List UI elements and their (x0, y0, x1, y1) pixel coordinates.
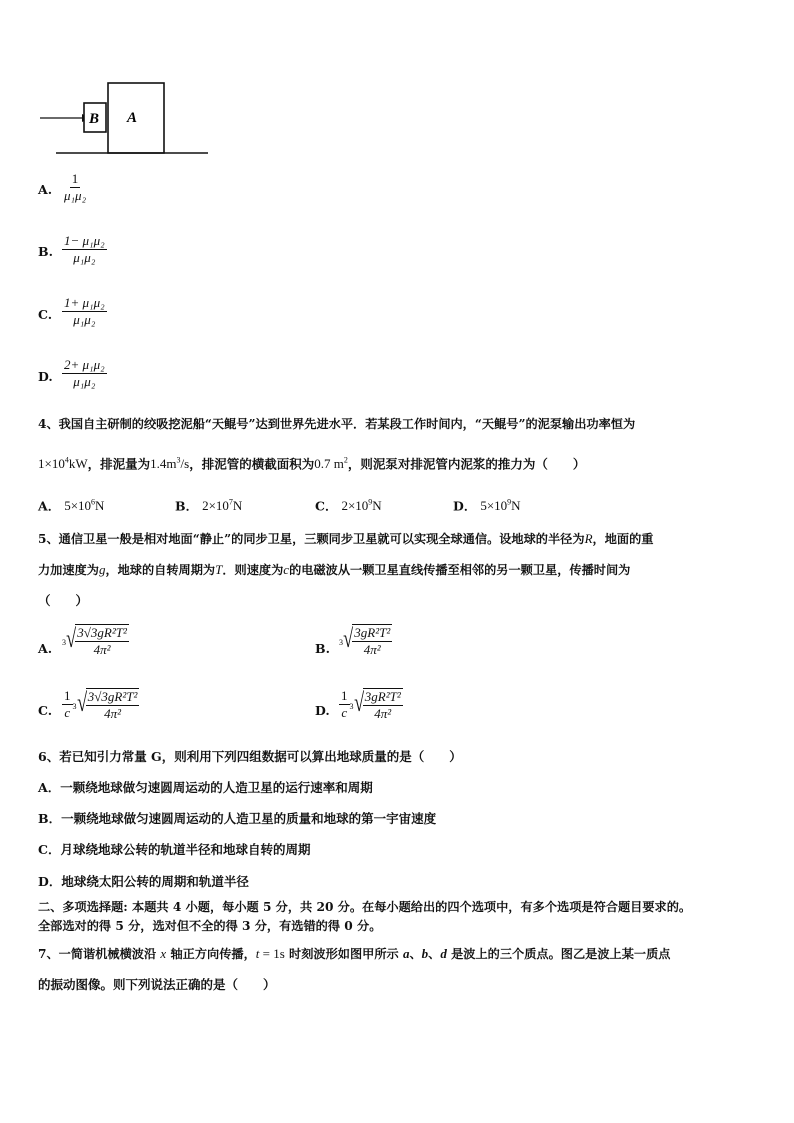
q7-stem-line2: 的振动图像。则下列说法正确的是（ ） (38, 977, 276, 992)
q4-option-b-value: $2\times 10^7N$ (202, 498, 243, 514)
q3-option-c-label: C. (38, 307, 53, 322)
section2-heading-line1: 二、多项选择题: 本题共 4 小题，每小题 5 分，共 20 分。在每小题给出的四个选项中，有多个选项是符合题目要求的。 (38, 900, 692, 914)
q3-option-c-den: μ₁μ₂ (73, 312, 96, 327)
q5-option-d-label: D. (315, 703, 330, 718)
q3-option-c-fraction (62, 296, 107, 327)
q4-option-c-value: $2\times 10^9N$ (341, 498, 382, 514)
q6-option-c: C．月球绕地球公转的轨道半径和地球自转的周期 (38, 842, 311, 857)
q6-option-b: B．一颗绕地球做匀速圆周运动的人造卫星的质量和地球的第一宇宙速度 (38, 811, 437, 826)
q4-option-a-value: $5\times 10^6N$ (64, 498, 105, 514)
q5-option-d-expr: $\frac{1}{c}$ 3 √ $\frac{\text{3gR²T²}}{\text{4π²}}$ (341, 688, 401, 721)
block-b-label: B (89, 111, 100, 127)
q6-stem: 6、若已知引力常量 G，则利用下列四组数据可以算出地球质量的是（ ） (38, 749, 462, 764)
q3-option-d-den: μ₁μ₂ (73, 374, 96, 389)
q4-stem-line1: 4、我国自主研制的绞吸挖泥船“天鲲号”达到世界先进水平．若某段工作时间内，“天鲲号”的泥泵输出功率恒为 (38, 417, 636, 431)
q5-option-a-root: 3 √ $\frac{\text{3√3gR²T²}}{\text{4π²}}$ (62, 624, 127, 657)
q6-option-a: A．一颗绕地球做匀速圆周运动的人造卫星的运行速率和周期 (38, 780, 373, 795)
q4-discharge-value: $1.4m^3/s$ (150, 456, 190, 472)
section2-heading-line2: 全部选对的得 5 分，选对但不全的得 3 分，有选错的得 0 分。 (38, 919, 382, 933)
q4-option-b: B． $2\times 10^7N$ (175, 498, 243, 514)
q3-option-a-label: A. (38, 182, 53, 197)
block-a-label: A (127, 110, 138, 126)
q4-option-a: A． $5\times 10^6N$ (38, 498, 105, 514)
q3-option-b-label: B. (38, 244, 53, 259)
q3-option-b-fraction (62, 234, 107, 265)
q3-option-b-num: 1− μ₁μ₂ (64, 233, 105, 248)
q3-option-d-num: 2+ μ₁μ₂ (64, 357, 105, 372)
q5-option-c-label: C. (38, 703, 53, 718)
q4-stem-line2 (38, 453, 585, 472)
q3-option-b-den: μ₁μ₂ (73, 250, 96, 265)
q3-option-d-fraction (62, 358, 107, 389)
q5-stem-line3: （ ） (38, 593, 89, 608)
q3-option-a-den: μ₁μ₂ (64, 188, 87, 203)
q4-text-discharge: ，排泥量为 (87, 456, 151, 472)
q4-option-d: D． $5\times 10^9N$ (453, 498, 521, 514)
q3-option-c-num: 1+ μ₁μ₂ (64, 295, 105, 310)
q4-text-question: ，则泥泵对排泥管内泥浆的推力为（ ） (347, 456, 586, 472)
q7-stem-line1: 7、一简谐机械横波沿 x 轴正方向传播，t = 1s 时刻波形如图甲所示 a、b、d 是波上的三个质点。图乙是波上某一质点 (38, 946, 671, 961)
block-diagram (36, 78, 216, 160)
q5-option-c-expr: $\frac{1}{c}$ 3 √ $\frac{\text{3√3gR²T²}}{\text{4π²}}$ (64, 688, 138, 721)
q3-option-a-fraction (64, 172, 86, 203)
q4-power-value: $1\times 10^4kW$ (38, 456, 88, 472)
q3-option-d-label: D. (38, 369, 53, 384)
q4-option-c: C． $2\times 10^9N$ (315, 498, 382, 514)
q5-stem-line2: 力加速度为g，地球的自转周期为T．则速度为c的电磁波从一颗卫星直线传播至相邻的另一颗卫星，传播时间为 (38, 562, 631, 577)
q5-option-a-label: A. (38, 641, 53, 656)
q3-option-a-num: 1 (71, 171, 79, 186)
q4-text-area: ，排泥管的横截面积为 (189, 456, 315, 472)
q5-option-b-label: B. (315, 641, 330, 656)
q4-area-value: 0.7 $m^2$ (314, 456, 348, 472)
q4-option-d-value: $5\times 10^9N$ (480, 498, 521, 514)
q5-stem-line1: 5、通信卫星一般是相对地面“静止”的同步卫星，三颗同步卫星就可以实现全球通信。设地球的半径为R，地面的重 (38, 531, 654, 546)
q5-option-b-root: 3 √ $\frac{\text{3gR²T²}}{\text{4π²}}$ (339, 624, 391, 657)
q6-option-d: D．地球绕太阳公转的周期和轨道半径 (38, 874, 249, 889)
